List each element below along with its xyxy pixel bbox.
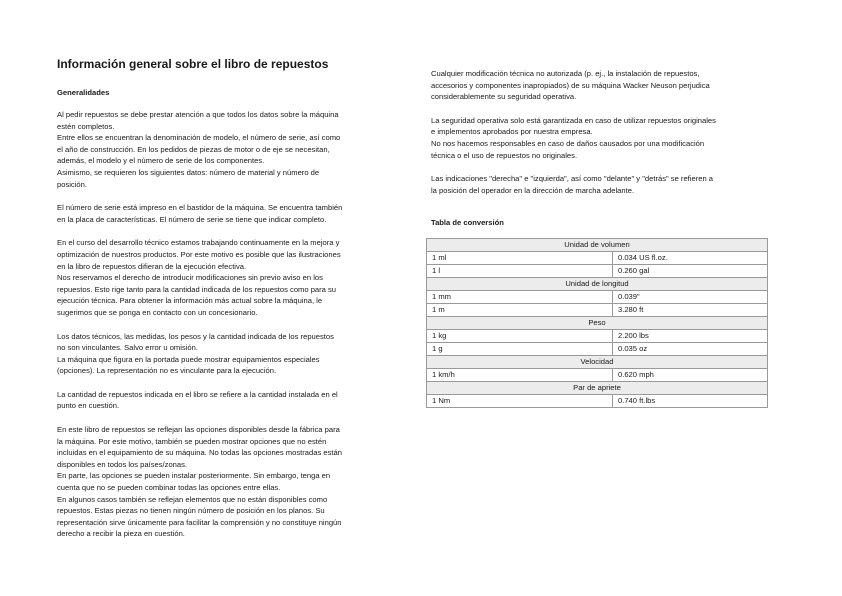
table-row	[427, 395, 768, 408]
text-line: La seguridad operativa solo está garantizada en caso de utilizar repuestos originales	[431, 115, 716, 125]
text-line: punto en cuestión.	[57, 401, 120, 411]
text-line: el año de construcción. En los pedidos de piezas de motor o de eje se necesitan,	[57, 144, 330, 154]
text-line: técnica o el uso de repuestos no originales.	[431, 150, 578, 160]
text-line: en la libro de repuestos difieran de la ejecución efectiva.	[57, 261, 247, 271]
right-column	[431, 68, 771, 408]
converted-value-cell: 0.260 gal	[613, 265, 768, 278]
converted-value-cell: 0.035 oz	[613, 343, 768, 356]
text-line: cuenta que no se pueden combinar todas las opciones entre ellas.	[57, 483, 281, 493]
unit-cell: 1 ml	[427, 252, 613, 265]
text-line: estén completos.	[57, 121, 115, 131]
text-line: La cantidad de repuestos indicada en el libro se refiere a la cantidad instalada en el	[57, 389, 338, 399]
converted-value-cell: 0.039"	[613, 291, 768, 304]
paragraph	[57, 424, 397, 540]
page-title: Información general sobre el libro de repuestos	[57, 57, 329, 71]
unit-cell: 1 kg	[427, 330, 613, 343]
text-line: Los datos técnicos, las medidas, los pesos y la cantidad indicada de los repuestos	[57, 331, 334, 341]
text-line: (opciones). La representación no es vinculante para la ejecución.	[57, 366, 277, 376]
table-group-header	[427, 239, 768, 252]
text-line: incluidas en el equipamiento de su máquina. No todas las opciones mostradas están	[57, 448, 342, 458]
table-row	[427, 330, 768, 343]
text-line: en la placa de características. El número de serie se tiene que indicar completo.	[57, 214, 327, 224]
text-line: representación sirve únicamente para facilitar la comprensión y no constituye ningún	[57, 517, 342, 527]
group-name-cell: Peso	[427, 317, 768, 330]
unit-cell: 1 g	[427, 343, 613, 356]
text-line: disponibles en todos los países/zonas.	[57, 459, 188, 469]
converted-value-cell: 0.034 US fl.oz.	[613, 252, 768, 265]
unit-cell: 1 Nm	[427, 395, 613, 408]
text-line: En algunos casos también se reflejan elementos que no están disponibles como	[57, 494, 328, 504]
group-name-cell: Velocidad	[427, 356, 768, 369]
table-row	[427, 304, 768, 317]
table-group-header	[427, 356, 768, 369]
converted-value-cell: 3.280 ft	[613, 304, 768, 317]
section-heading-generalidades: Generalidades	[57, 88, 110, 97]
text-line: posición.	[57, 179, 87, 189]
text-line: e implementos aprobados por nuestra empresa.	[431, 127, 593, 137]
text-line: optimización de nuestros productos. Por este motivo es posible que las ilustraciones	[57, 249, 341, 259]
text-line: accesorios y componentes inapropiados) de su máquina Wacker Neuson perjudica	[431, 80, 710, 90]
table-row	[427, 265, 768, 278]
table-row	[427, 369, 768, 382]
left-column	[57, 57, 397, 552]
text-line: repuestos. Estas piezas no tienen ningún número de posición en los planos. Su	[57, 506, 325, 516]
table-row	[427, 291, 768, 304]
text-line: No nos hacemos responsables en caso de daños causados por una modificación	[431, 138, 705, 148]
unit-cell: 1 m	[427, 304, 613, 317]
group-name-cell: Unidad de longitud	[427, 278, 768, 291]
conversion-table-title: Tabla de conversión	[431, 218, 504, 228]
unit-cell: 1 km/h	[427, 369, 613, 382]
text-line: En este libro de repuestos se reflejan las opciones disponibles desde la fábrica para	[57, 425, 340, 435]
text-line: además, el modelo y el número de serie de los componentes.	[57, 156, 265, 166]
group-name-cell: Unidad de volumen	[427, 239, 768, 252]
group-name-cell: Par de apriete	[427, 382, 768, 395]
unit-cell: 1 l	[427, 265, 613, 278]
converted-value-cell: 0.740 ft.lbs	[613, 395, 768, 408]
paragraph	[57, 389, 397, 412]
paragraph	[431, 173, 771, 196]
table-row	[427, 343, 768, 356]
paragraph	[431, 115, 771, 161]
unit-cell: 1 mm	[427, 291, 613, 304]
paragraph	[57, 331, 397, 377]
converted-value-cell: 2.200 lbs	[613, 330, 768, 343]
text-line: Al pedir repuestos se debe prestar atención a que todos los datos sobre la máquina	[57, 110, 339, 119]
text-line: En el curso del desarrollo técnico estamos trabajando continuamente en la mejora y	[57, 238, 340, 248]
paragraph	[57, 109, 397, 190]
text-line: considerablemente su seguridad operativa.	[431, 92, 577, 102]
table-group-header	[427, 317, 768, 330]
text-line: repuestos. Esto rige tanto para la cantidad indicada de los repuestos como para su	[57, 284, 337, 294]
paragraph	[431, 68, 771, 103]
text-line: La máquina que figura en la portada puede mostrar equipamientos especiales	[57, 354, 320, 364]
text-line: El número de serie está impreso en el bastidor de la máquina. Se encuentra también	[57, 203, 343, 213]
text-line: Asimismo, se requieren los siguientes datos: número de material y número de	[57, 167, 320, 177]
table-group-header	[427, 278, 768, 291]
text-line: Las indicaciones "derecha" e "izquierda", así como "delante" y "detrás" se refieren a	[431, 174, 714, 184]
text-line: la máquina. Por este motivo, también se pueden mostrar opciones que no estén	[57, 436, 327, 446]
table-row	[427, 252, 768, 265]
conversion-table	[426, 238, 768, 408]
paragraph	[57, 237, 397, 318]
text-line: Nos reservamos el derecho de introducir modificaciones sin previo aviso en los	[57, 273, 323, 283]
text-line: En parte, las opciones se pueden instalar posteriormente. Sin embargo, tenga en	[57, 471, 331, 481]
text-line: Cualquier modificación técnica no autorizada (p. ej., la instalación de repuestos,	[431, 69, 700, 78]
paragraph	[57, 202, 397, 225]
converted-value-cell: 0.620 mph	[613, 369, 768, 382]
text-line: la posición del operador en la dirección de marcha adelante.	[431, 185, 635, 195]
text-line: ejecución técnica. Para obtener la información más actual sobre la máquina, le	[57, 296, 323, 306]
text-line: derecho a recibir la pieza en cuestión.	[57, 529, 185, 539]
text-line: Entre ellos se encuentran la denominación de modelo, el número de serie, así como	[57, 133, 341, 143]
text-line: sugerimos que se ponga en contacto con un concesionario.	[57, 307, 258, 317]
text-line: no son vinculantes. Salvo error u omisión.	[57, 343, 198, 353]
left-paragraphs	[57, 109, 397, 540]
table-group-header	[427, 382, 768, 395]
right-paragraphs	[431, 68, 771, 196]
